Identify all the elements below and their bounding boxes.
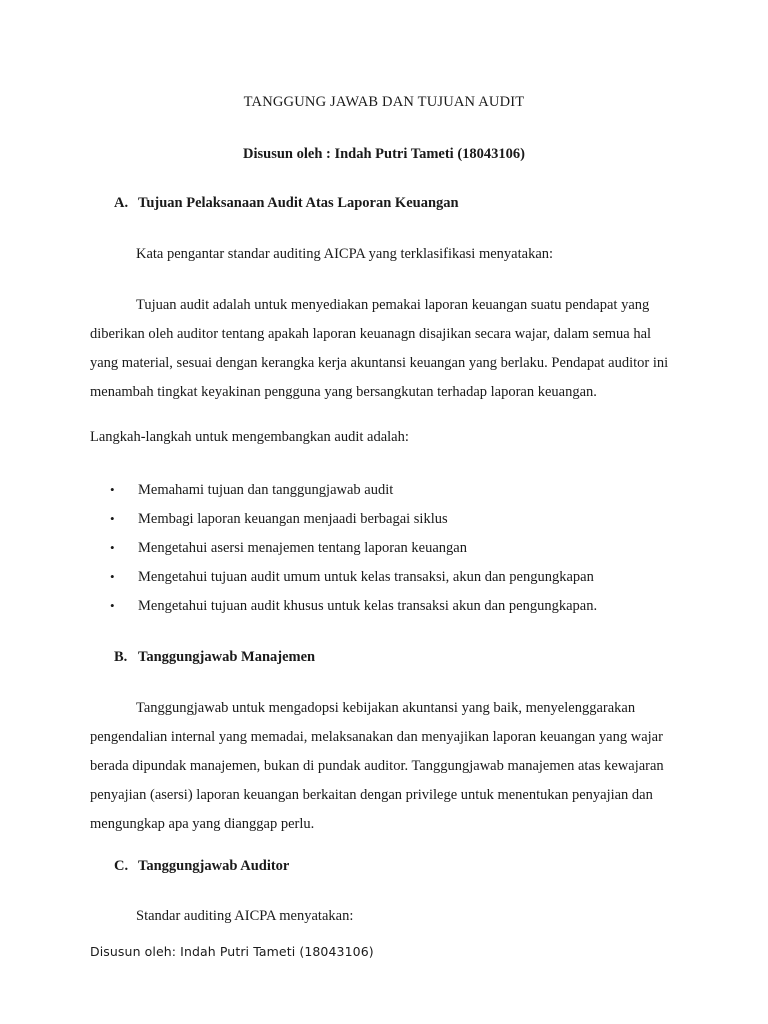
section-b-paragraph: Tanggungjawab untuk mengadopsi kebijakan akuntansi yang baik, menyelenggarakan pengendalian internal yang memadai, melaksanakan dan menyajikan laporan keuangan yang wajar berada dipundak manajemen, bukan di pundak auditor. Tanggungjawab manajemen atas kewajaran penyajian (asersi) laporan keuangan berkaitan dengan privilege untuk menentukan penyajian dan mengungkap apa yang dianggap perlu. bbox=[90, 700, 664, 832]
section-a-heading bbox=[114, 195, 459, 212]
list-item-text: Mengetahui tujuan audit khusus untuk kelas transaksi akun dan pengungkapan. bbox=[138, 598, 598, 614]
steps-intro: Langkah-langkah untuk mengembangkan audit adalah: bbox=[90, 429, 409, 445]
list-item bbox=[110, 565, 597, 594]
bullet-icon: • bbox=[110, 598, 115, 613]
author-byline: Disusun oleh : Indah Putri Tameti (18043106) bbox=[243, 146, 525, 162]
list-item-text: Mengetahui asersi menajemen tentang laporan keuangan bbox=[138, 540, 467, 556]
section-c-letter: C. bbox=[114, 858, 129, 874]
section-c-intro: Standar auditing AICPA menyatakan: bbox=[136, 908, 354, 924]
section-c-title: Tanggungjawab Auditor bbox=[138, 858, 290, 874]
bullet-icon: • bbox=[110, 482, 115, 497]
section-a-intro: Kata pengantar standar auditing AICPA yang terklasifikasi menyatakan: bbox=[136, 246, 554, 262]
section-b-title: Tanggungjawab Manajemen bbox=[138, 649, 316, 665]
list-item bbox=[110, 536, 597, 565]
section-a-paragraph: Tujuan audit adalah untuk menyediakan pemakai laporan keuangan suatu pendapat yang diberikan oleh auditor tentang apakah laporan keuanagn disajikan secara wajar, dalam semua hal yang material, sesuai dengan kerangka kerja akuntansi keuangan yang berlaku. Pendapat auditor ini menambah tingkat keyakinan pengguna yang bersangkutan terhadap laporan keuangan. bbox=[90, 297, 669, 400]
list-item bbox=[110, 478, 597, 507]
list-item-text: Memahami tujuan dan tanggungjawab audit bbox=[138, 482, 394, 498]
list-item-text: Mengetahui tujuan audit umum untuk kelas transaksi, akun dan pengungkapan bbox=[138, 569, 594, 585]
section-c-heading bbox=[114, 858, 289, 875]
bullet-icon: • bbox=[110, 540, 115, 555]
section-a-title: Tujuan Pelaksanaan Audit Atas Laporan Keuangan bbox=[138, 195, 459, 211]
document-title: TANGGUNG JAWAB DAN TUJUAN AUDIT bbox=[243, 94, 525, 110]
list-item bbox=[110, 507, 597, 536]
list-item-text: Membagi laporan keuangan menjaadi berbagai siklus bbox=[138, 511, 448, 527]
page-footer: Disusun oleh: Indah Putri Tameti (18043106) bbox=[90, 944, 374, 959]
list-item bbox=[110, 594, 597, 623]
section-b-heading bbox=[114, 649, 315, 666]
bullet-icon: • bbox=[110, 511, 115, 526]
steps-list bbox=[110, 478, 597, 623]
bullet-icon: • bbox=[110, 569, 115, 584]
section-b-letter: B. bbox=[114, 649, 128, 665]
section-a-letter: A. bbox=[114, 195, 129, 211]
